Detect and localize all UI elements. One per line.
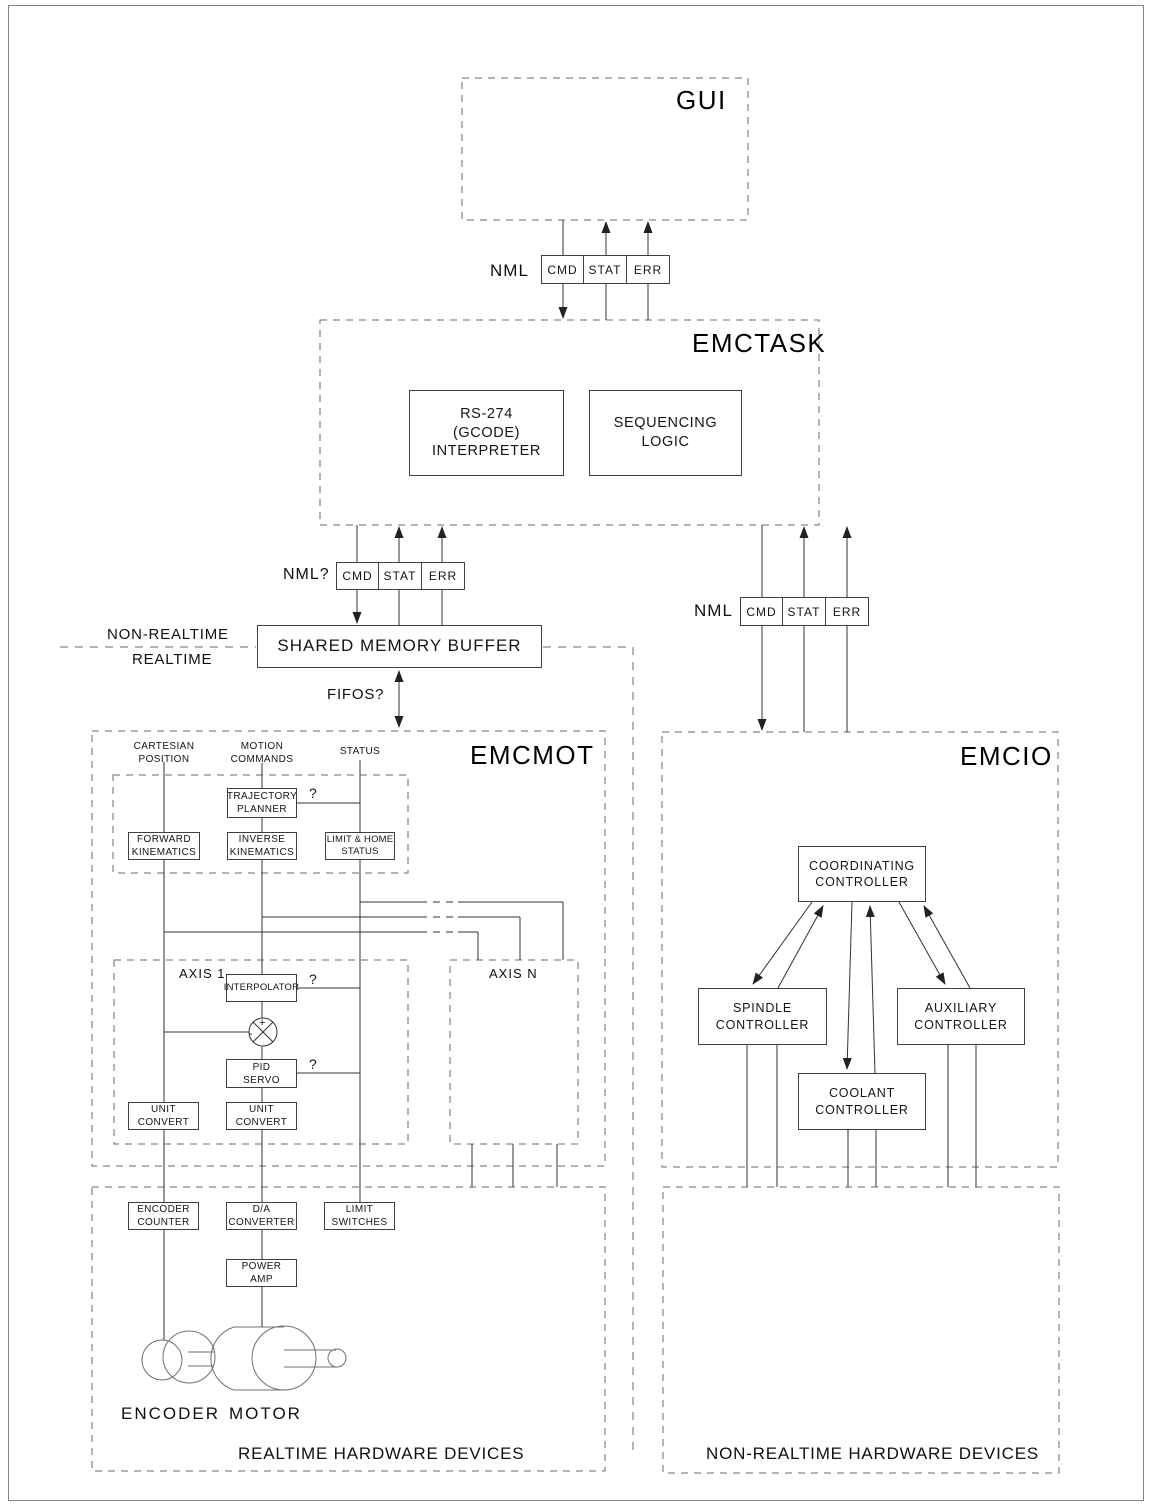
da-converter-box: D/A CONVERTER: [226, 1202, 297, 1230]
summing-minus-sign: -: [249, 1028, 253, 1040]
nml-emcio-label: NML: [694, 601, 733, 620]
forward-kinematics-box: FORWARD KINEMATICS: [128, 832, 200, 860]
realtime-label: REALTIME: [132, 651, 213, 668]
summing-plus-sign: +: [259, 1017, 266, 1029]
nonrealtime-hardware-box-outline: [663, 1187, 1059, 1473]
nml-emcmot-buffer: [336, 562, 465, 590]
pid-servo-box: PID SERVO: [226, 1059, 297, 1088]
emcio-title: EMCIO: [960, 741, 1053, 771]
interpolator-question-mark: ?: [309, 971, 317, 987]
nonrealtime-hardware-title: NON-REALTIME HARDWARE DEVICES: [706, 1444, 1040, 1463]
encoder-counter-box: ENCODER COUNTER: [128, 1202, 199, 1230]
status-label: STATUS: [339, 746, 381, 757]
sequencing-logic-box: SEQUENCING LOGIC: [589, 390, 742, 476]
axis1-label: AXIS 1: [179, 966, 226, 981]
fifos-label: FIFOS?: [327, 686, 385, 703]
pid-question-mark: ?: [309, 1056, 317, 1072]
non-realtime-label: NON-REALTIME: [107, 626, 229, 643]
motor-label: MOTOR: [229, 1404, 302, 1423]
limit-switches-box: LIMIT SWITCHES: [324, 1202, 395, 1230]
coolant-controller-box: COOLANT CONTROLLER: [798, 1073, 926, 1130]
nml-emcmot-cmd-cell: CMD: [336, 562, 379, 590]
nml-gui-buffer: [541, 255, 670, 284]
axisn-label: AXIS N: [489, 966, 538, 981]
spindle-controller-box: SPINDLE CONTROLLER: [698, 988, 827, 1045]
nml-emcio-stat-cell: STAT: [783, 597, 826, 626]
nml-emcmot-err-cell: ERR: [422, 562, 465, 590]
trajectory-planner-box: TRAJECTORY PLANNER: [227, 788, 297, 818]
shared-memory-buffer-box: SHARED MEMORY BUFFER: [257, 625, 542, 668]
emctask-title: EMCTASK: [692, 328, 827, 358]
inverse-kinematics-box: INVERSE KINEMATICS: [227, 832, 297, 860]
emcmot-box-outline: [92, 731, 605, 1166]
auxiliary-controller-box: AUXILIARY CONTROLLER: [897, 988, 1025, 1045]
limit-home-status-box: LIMIT & HOME STATUS: [325, 832, 395, 860]
axisn-box-outline: [450, 960, 578, 1144]
nml-emcio-err-cell: ERR: [826, 597, 869, 626]
nml-emcio-buffer: [740, 597, 869, 626]
gcode-interpreter-box: RS-274 (GCODE) INTERPRETER: [409, 390, 564, 476]
unit-convert-output-box: UNIT CONVERT: [226, 1102, 297, 1130]
nml-gui-label: NML: [490, 261, 529, 280]
encoder-icon: [142, 1340, 182, 1380]
nml-emcmot-stat-cell: STAT: [379, 562, 422, 590]
coordinating-controller-box: COORDINATING CONTROLLER: [798, 846, 926, 902]
interpolator-box: INTERPOLATOR: [226, 974, 297, 1002]
realtime-hardware-title: REALTIME HARDWARE DEVICES: [238, 1444, 525, 1463]
encoder-motor-drawing: [142, 1326, 346, 1390]
nml-emcmot-label: NML?: [283, 566, 330, 583]
encoder-label: ENCODER: [121, 1404, 221, 1423]
nml-emcio-connectors: [762, 525, 847, 732]
nml-gui-stat-cell: STAT: [584, 255, 627, 284]
power-amp-box: POWER AMP: [226, 1259, 297, 1287]
emcmot-title: EMCMOT: [470, 740, 595, 770]
cartesian-position-label: CARTESIAN POSITION: [133, 741, 195, 765]
trajectory-question-mark: ?: [309, 785, 317, 801]
unit-convert-position-box: UNIT CONVERT: [128, 1102, 199, 1130]
nml-emcio-cmd-cell: CMD: [740, 597, 783, 626]
gui-title: GUI: [676, 85, 727, 115]
motion-commands-label: MOTION COMMANDS: [230, 741, 294, 765]
nml-gui-cmd-cell: CMD: [541, 255, 584, 284]
nml-gui-err-cell: ERR: [627, 255, 670, 284]
motor-icon: [211, 1327, 234, 1390]
